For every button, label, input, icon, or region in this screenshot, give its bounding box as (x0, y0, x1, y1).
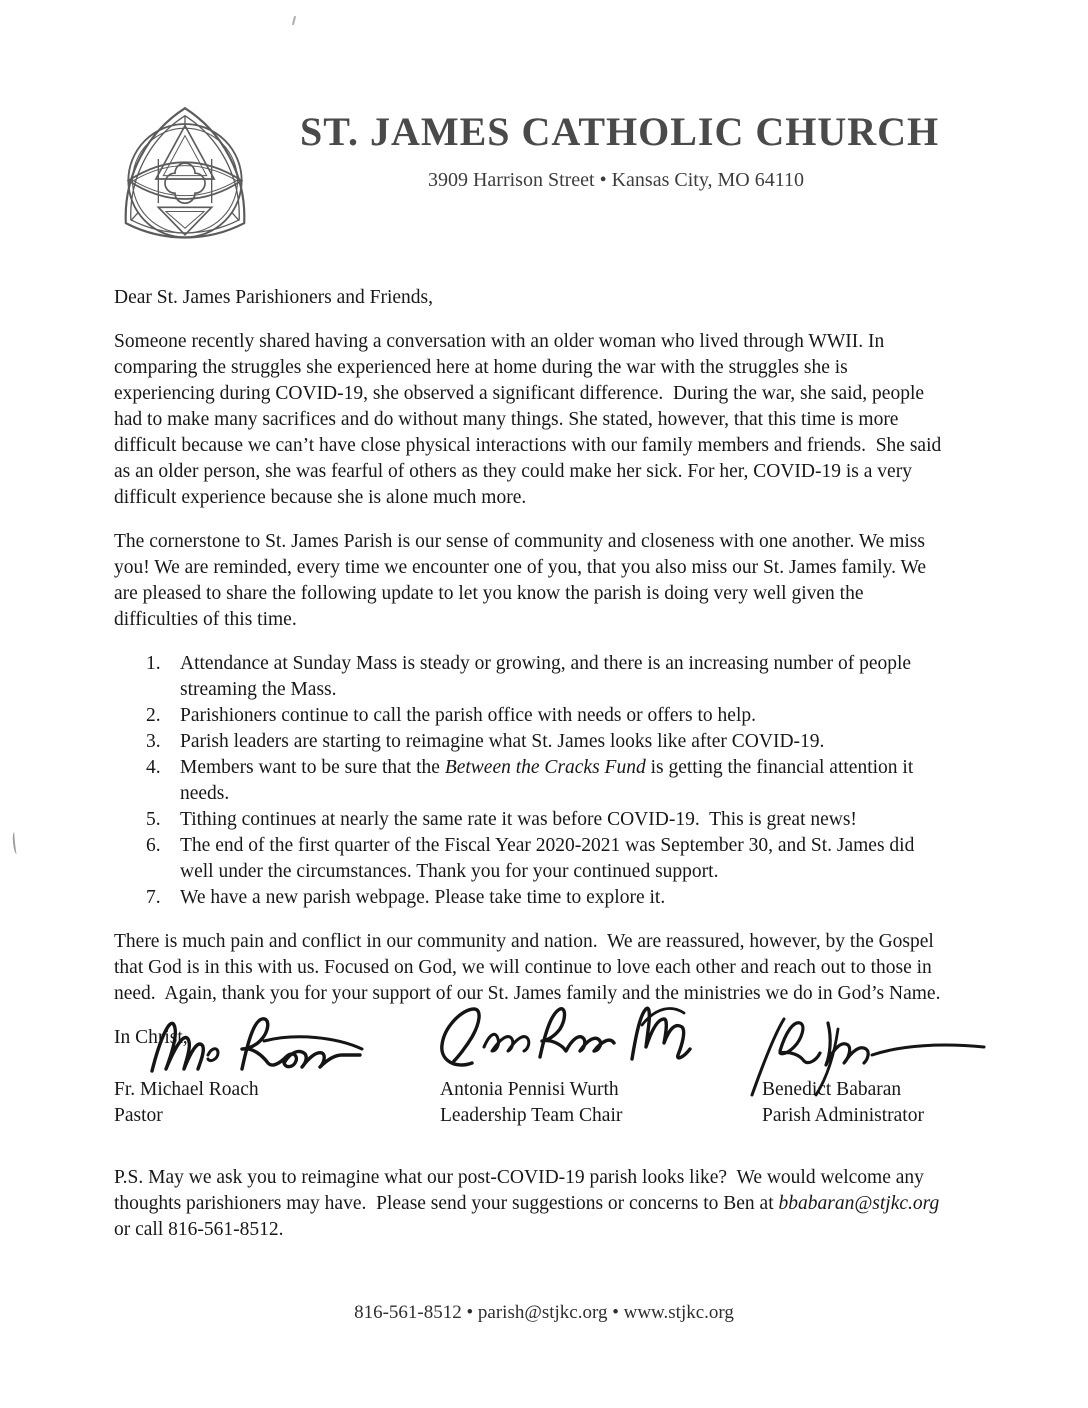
michael-roach-signature (146, 1011, 368, 1081)
signature-area (114, 1025, 946, 1165)
list-item (146, 651, 946, 703)
list-text: Attendance at Sunday Mass is steady or growing, and there is an increasing number of people streaming the Mass. (180, 653, 916, 700)
list-text-italic: Between the Cracks Fund (444, 757, 646, 778)
list-number: 1. (146, 653, 161, 674)
letter-body (114, 285, 946, 1243)
signer-block (114, 1077, 259, 1129)
closing: In Christ, (114, 1027, 188, 1048)
list-number: 7. (146, 887, 161, 908)
list-number: 5. (146, 809, 161, 830)
list-item (146, 755, 946, 807)
scan-artifact (12, 832, 19, 854)
list-item (146, 833, 946, 885)
signer-block (440, 1077, 622, 1129)
ps-text: or call 816-561-8512. (114, 1193, 945, 1240)
antonia-pennisi-wurth-signature (428, 999, 700, 1081)
list-item (146, 807, 946, 833)
paragraph: Someone recently shared having a conversation with an older woman who lived through WWII. In comparing the struggles she experienced here at home during the war with the struggles she is experiencing during COVID-19, she observed a significant difference. During the war, she said, people had to make many sacrifices and do without many things. She stated, however, that this time is more difficult because we can’t have close physical interactions with our family members and friends. She said as an older person, she was fearful of others as they could make her sick. For her, COVID-19 is a very difficult experience because she is alone much more. (114, 331, 947, 508)
list-item (146, 703, 946, 729)
list-text: is getting the financial attention it needs. (180, 757, 919, 804)
list-text: Parish leaders are starting to reimagine what St. James looks like after COVID-19. (180, 731, 825, 752)
postscript (114, 1165, 946, 1243)
signer-name: Fr. Michael Roach (114, 1079, 259, 1100)
list-item (146, 885, 946, 911)
list-number: 6. (146, 835, 161, 856)
church-address: 3909 Harrison Street • Kansas City, MO 64110 (427, 169, 805, 191)
list-number: 4. (146, 757, 161, 778)
signer-title: Pastor (114, 1105, 163, 1126)
stained-glass-window-icon (110, 100, 260, 248)
list-text: We have a new parish webpage. Please take time to explore it. (180, 887, 666, 908)
signer-title: Parish Administrator (762, 1105, 924, 1126)
list-number: 3. (146, 731, 161, 752)
list-number: 2. (146, 705, 161, 726)
email-address: bbabaran@stjkc.org (778, 1193, 940, 1214)
list-text: Tithing continues at nearly the same rate it was before COVID-19. This is great news! (180, 809, 857, 830)
footer-contact: 816-561-8512 • parish@stjkc.org • www.stjkc.org (354, 1302, 734, 1323)
list-text: The end of the first quarter of the Fiscal Year 2020-2021 was September 30, and St. James did well under the circumstances. Thank you for your continued support. (180, 835, 920, 882)
list-item (146, 729, 946, 755)
signer-name: Antonia Pennisi Wurth (440, 1079, 619, 1100)
paragraph: The cornerstone to St. James Parish is our sense of community and closeness with one another. We miss you! We are reminded, every time we encounter one of you, that you also miss our St. James family. We are pleased to share the following update to let you know the parish is doing very well given the difficulties of this time. (114, 531, 931, 630)
church-name: ST. JAMES CATHOLIC CHURCH (300, 109, 940, 154)
update-list (146, 651, 946, 911)
letterhead (0, 0, 1088, 285)
ps-text: P.S. May we ask you to reimagine what our post-COVID-19 parish looks like? We would welcome any thoughts parishioners may have. Please send your suggestions or concerns to Ben at (114, 1167, 929, 1214)
salutation: Dear St. James Parishioners and Friends, (114, 287, 433, 308)
paragraph: There is much pain and conflict in our community and nation. We are reassured, however, by the Gospel that God is in this with us. Focused on God, we will continue to love each other and reach out to those in need. Again, thank you for your support of our St. James family and the ministries we do in God’s Name. (114, 931, 941, 1004)
signer-block (762, 1077, 924, 1129)
list-text: Parishioners continue to call the parish office with needs or offers to help. (180, 705, 757, 726)
signer-name: Benedict Babaran (762, 1079, 902, 1100)
list-text: Members want to be sure that the (180, 757, 445, 778)
signer-title: Leadership Team Chair (440, 1105, 623, 1126)
